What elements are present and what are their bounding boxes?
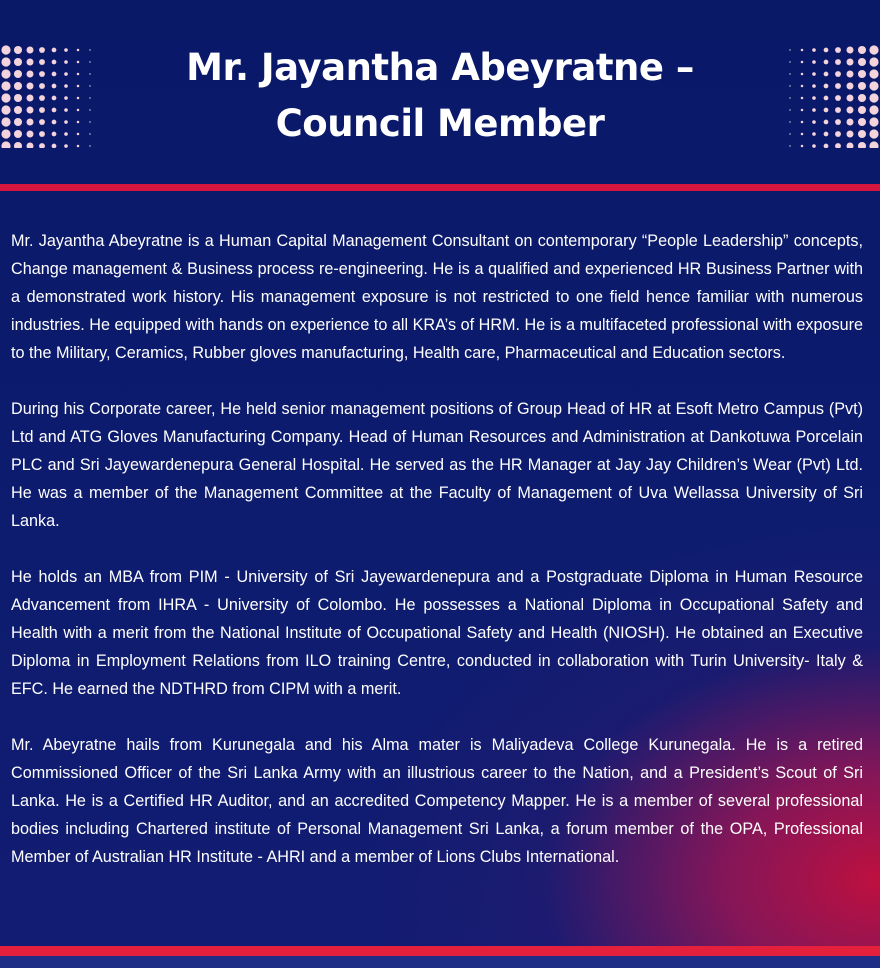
halftone-dot	[39, 143, 45, 148]
dot-pattern-left	[0, 44, 96, 148]
halftone-dot	[27, 71, 34, 78]
halftone-dot	[847, 131, 854, 138]
halftone-dot	[869, 117, 878, 126]
halftone-dot	[52, 120, 57, 125]
halftone-dot	[869, 129, 878, 138]
halftone-dot	[835, 59, 841, 65]
halftone-dot	[77, 109, 80, 112]
halftone-dot	[64, 120, 68, 124]
halftone-dot	[39, 47, 45, 53]
halftone-dot	[789, 145, 790, 146]
halftone-dot	[801, 85, 804, 88]
halftone-dot	[89, 73, 90, 74]
halftone-dot	[77, 49, 80, 52]
halftone-dot	[835, 95, 841, 101]
halftone-dot	[89, 49, 90, 50]
halftone-dot	[39, 131, 45, 137]
halftone-dot	[77, 133, 80, 136]
halftone-dot	[847, 59, 854, 66]
halftone-dot	[847, 47, 854, 54]
halftone-dot	[801, 61, 804, 64]
halftone-dot	[858, 58, 866, 66]
halftone-dot	[14, 142, 22, 148]
halftone-dot	[858, 142, 866, 148]
halftone-dot	[52, 132, 57, 137]
halftone-dot	[789, 73, 790, 74]
halftone-dot	[89, 121, 90, 122]
halftone-dot	[858, 118, 866, 126]
halftone-dot	[847, 143, 854, 148]
halftone-dot	[824, 48, 829, 53]
halftone-dot	[64, 72, 68, 76]
title-line-1: Mr. Jayantha Abeyratne –	[186, 46, 694, 89]
halftone-dot	[789, 61, 790, 62]
halftone-dot	[27, 119, 34, 126]
halftone-dots-icon	[784, 44, 880, 148]
halftone-dot	[1, 81, 10, 90]
halftone-dot	[52, 144, 57, 148]
bio-paragraph-3: He holds an MBA from PIM - University of Sri Jayewardenepura and a Postgraduate Diploma in Human Resource Advancement from IHRA - University of Colombo. He possesses a National Diploma in Occupational Safety and Health with a merit from the National Institute of Occupational Safety and Health (NIOSH). He obtained an Executive Diploma in Employment Relations from ILO training Centre, conducted in collaboration with Turin University- Italy & EFC. He earned the NDTHRD from CIPM with a merit.	[11, 568, 863, 698]
halftone-dot	[789, 97, 790, 98]
halftone-dot	[812, 60, 816, 64]
halftone-dot	[14, 118, 22, 126]
halftone-dot	[824, 120, 829, 125]
halftone-dot	[789, 109, 790, 110]
halftone-dot	[52, 48, 57, 53]
halftone-dot	[858, 94, 866, 102]
halftone-dot	[824, 72, 829, 77]
halftone-dot	[801, 97, 804, 100]
halftone-dot	[14, 46, 22, 54]
bio-paragraph-4: Mr. Abeyratne hails from Kurunegala and his Alma mater is Maliyadeva College Kurunegala. He is a retired Commissioned Officer of the Sri Lanka Army with an illustrious career to the Nation, and a President’s Scout of Sri Lanka. He is a Certified HR Auditor, and an accredited Competency Mapper. He is a member of several professional bodies including Chartered institute of Personal Management Sri Lanka, a forum member of the OPA, Professional Member of Australian HR Institute - AHRI and a member of Lions Clubs International.	[11, 736, 863, 866]
dot-pattern-right	[784, 44, 880, 148]
halftone-dot	[27, 131, 34, 138]
halftone-dot	[858, 130, 866, 138]
halftone-dot	[39, 59, 45, 65]
halftone-dot	[77, 85, 80, 88]
halftone-dot	[869, 57, 878, 66]
halftone-dot	[27, 107, 34, 114]
halftone-dot	[824, 108, 829, 113]
halftone-dot	[77, 73, 80, 76]
halftone-dot	[847, 83, 854, 90]
halftone-dot	[801, 73, 804, 76]
halftone-dot	[801, 49, 804, 52]
halftone-dot	[64, 96, 68, 100]
halftone-dot	[14, 94, 22, 102]
halftone-dot	[52, 96, 57, 101]
halftone-dot	[27, 83, 34, 90]
halftone-dot	[835, 47, 841, 53]
halftone-dot	[39, 95, 45, 101]
halftone-dot	[27, 95, 34, 102]
halftone-dot	[64, 48, 68, 52]
top-divider	[0, 184, 880, 191]
halftone-dot	[39, 71, 45, 77]
halftone-dot	[858, 82, 866, 90]
halftone-dot	[869, 81, 878, 90]
halftone-dot	[89, 109, 90, 110]
halftone-dot	[52, 60, 57, 65]
halftone-dot	[847, 119, 854, 126]
halftone-dot	[89, 61, 90, 62]
halftone-dot	[869, 93, 878, 102]
halftone-dot	[27, 59, 34, 66]
halftone-dot	[52, 72, 57, 77]
halftone-dot	[39, 119, 45, 125]
halftone-dot	[39, 107, 45, 113]
halftone-dot	[835, 71, 841, 77]
halftone-dot	[835, 119, 841, 125]
halftone-dot	[847, 95, 854, 102]
halftone-dot	[39, 83, 45, 89]
halftone-dot	[64, 84, 68, 88]
halftone-dot	[835, 107, 841, 113]
halftone-dot	[847, 107, 854, 114]
halftone-dot	[824, 96, 829, 101]
halftone-dot	[812, 96, 816, 100]
page-title	[130, 40, 750, 152]
halftone-dot	[1, 93, 10, 102]
halftone-dot	[801, 109, 804, 112]
halftone-dot	[789, 49, 790, 50]
halftone-dots-icon	[0, 44, 96, 148]
halftone-dot	[1, 141, 10, 148]
halftone-dot	[52, 108, 57, 113]
halftone-dot	[824, 60, 829, 65]
bottom-divider	[0, 946, 880, 956]
halftone-dot	[77, 61, 80, 64]
halftone-dot	[858, 70, 866, 78]
halftone-dot	[824, 132, 829, 137]
halftone-dot	[64, 132, 68, 136]
halftone-dot	[835, 131, 841, 137]
halftone-dot	[1, 105, 10, 114]
halftone-dot	[789, 85, 790, 86]
halftone-dot	[847, 71, 854, 78]
halftone-dot	[824, 144, 829, 148]
halftone-dot	[801, 121, 804, 124]
halftone-dot	[812, 144, 816, 148]
halftone-dot	[14, 70, 22, 78]
halftone-dot	[801, 133, 804, 136]
halftone-dot	[812, 48, 816, 52]
halftone-dot	[812, 84, 816, 88]
halftone-dot	[812, 108, 816, 112]
halftone-dot	[824, 84, 829, 89]
halftone-dot	[801, 145, 804, 148]
bottom-band	[0, 956, 880, 968]
halftone-dot	[789, 121, 790, 122]
halftone-dot	[52, 84, 57, 89]
halftone-dot	[89, 97, 90, 98]
halftone-dot	[812, 72, 816, 76]
halftone-dot	[27, 47, 34, 54]
halftone-dot	[1, 129, 10, 138]
title-line-2: Council Member	[275, 102, 605, 145]
halftone-dot	[869, 105, 878, 114]
halftone-dot	[869, 141, 878, 148]
halftone-dot	[64, 108, 68, 112]
halftone-dot	[812, 132, 816, 136]
halftone-dot	[789, 133, 790, 134]
halftone-dot	[1, 117, 10, 126]
halftone-dot	[89, 133, 90, 134]
halftone-dot	[1, 45, 10, 54]
bio-paragraph-1: Mr. Jayantha Abeyratne is a Human Capital Management Consultant on contemporary “People Leadership” concepts, Change management & Business process re-engineering. He is a qualified and experienced HR Business Partner with a demonstrated work history. His management exposure is not restricted to one field hence familiar with numerous industries. He equipped with hands on experience to all KRA’s of HRM. He is a multifaceted professional with exposure to the Military, Ceramics, Rubber gloves manufacturing, Health care, Pharmaceutical and Education sectors.	[11, 232, 863, 362]
halftone-dot	[812, 120, 816, 124]
halftone-dot	[64, 60, 68, 64]
halftone-dot	[14, 58, 22, 66]
halftone-dot	[14, 130, 22, 138]
page-header	[0, 0, 880, 184]
halftone-dot	[89, 145, 90, 146]
halftone-dot	[89, 85, 90, 86]
biography-body	[11, 227, 863, 899]
halftone-dot	[1, 69, 10, 78]
halftone-dot	[77, 121, 80, 124]
halftone-dot	[77, 97, 80, 100]
halftone-dot	[14, 82, 22, 90]
bio-paragraph-2: During his Corporate career, He held senior management positions of Group Head of HR at Esoft Metro Campus (Pvt) Ltd and ATG Gloves Manufacturing Company. Head of Human Resources and Administration at Dankotuwa Porcelain PLC and Sri Jayewardenepura General Hospital. He served as the HR Manager at Jay Jay Children’s Wear (Pvt) Ltd. He was a member of the Management Committee at the Faculty of Management of Uva Wellassa University of Sri Lanka.	[11, 400, 863, 530]
halftone-dot	[77, 145, 80, 148]
halftone-dot	[835, 143, 841, 148]
halftone-dot	[1, 57, 10, 66]
halftone-dot	[858, 106, 866, 114]
halftone-dot	[869, 45, 878, 54]
halftone-dot	[858, 46, 866, 54]
halftone-dot	[835, 83, 841, 89]
halftone-dot	[27, 143, 34, 148]
halftone-dot	[14, 106, 22, 114]
halftone-dot	[64, 144, 68, 148]
halftone-dot	[869, 69, 878, 78]
